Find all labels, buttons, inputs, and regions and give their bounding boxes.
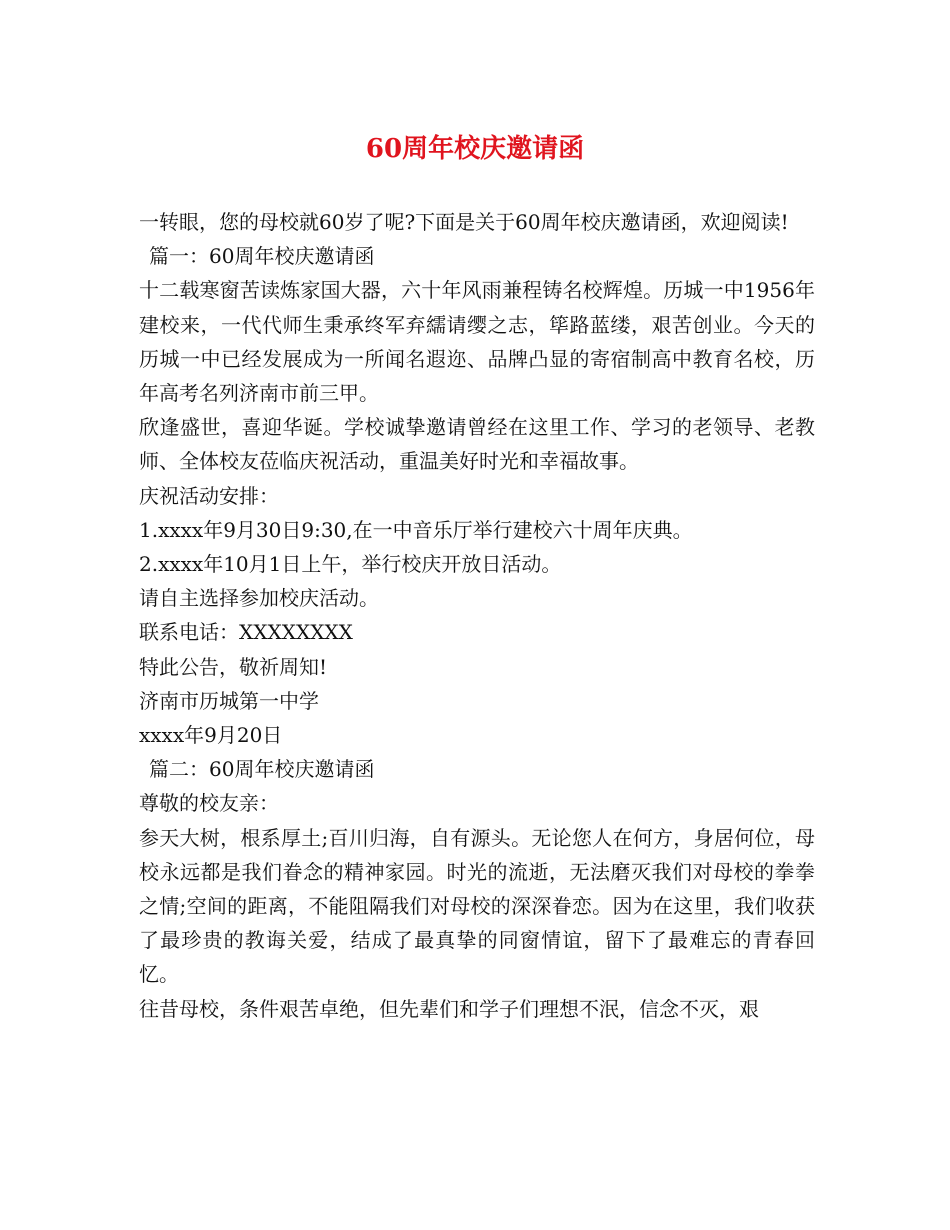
section-heading-1: 篇一：60周年校庆邀请函 xyxy=(149,244,375,269)
salutation: 尊敬的校友亲： xyxy=(139,791,279,816)
paragraph: 往昔母校，条件艰苦卓绝，但先辈们和学子们理想不泯，信念不灭，艰 xyxy=(139,996,759,1021)
paragraph: 特此公告，敬祈周知! xyxy=(139,654,328,679)
document-body xyxy=(139,205,815,1026)
paragraph: 十二载寒窗苦读炼家国大器，六十年风雨兼程铸名校辉煌。历城一中1956年建校来，一代代师生秉承终军弃繻请缨之志，筚路蓝缕，艰苦创业。今天的历城一中已经发展成为一所闻名遐迩、品牌凸显的寄宿制高中教育名校，历年高考名列济南市前三甲。 xyxy=(139,278,815,406)
intro-paragraph: 一转眼，您的母校就60岁了呢?下面是关于60周年校庆邀请函，欢迎阅读! xyxy=(139,210,789,234)
document-title: 60周年校庆邀请函 xyxy=(365,134,585,164)
signature-date: xxxx年9月20日 xyxy=(139,723,283,748)
paragraph: 庆祝活动安排： xyxy=(139,483,279,508)
schedule-item: 1.xxxx年9月30日9:30,在一中音乐厅举行建校六十周年庆典。 xyxy=(139,517,693,542)
contact-phone: 联系电话：XXXXXXXX xyxy=(139,620,353,645)
section-heading-2: 篇二：60周年校庆邀请函 xyxy=(149,757,375,782)
paragraph: 参天大树，根系厚土;百川归海，自有源头。无论您人在何方，身居何位，母校永远都是我们眷念的精神家园。时光的流逝，无法磨灭我们对母校的拳拳之情;空间的距离，不能阻隔我们对母校的深深眷恋。因为在这里，我们收获了最珍贵的教诲关爱，结成了最真挚的同窗情谊，留下了最难忘的青春回忆。 xyxy=(139,825,815,987)
signature-organization: 济南市历城第一中学 xyxy=(139,688,319,713)
schedule-item: 2.xxxx年10月1日上午，举行校庆开放日活动。 xyxy=(139,552,562,577)
paragraph: 欣逢盛世，喜迎华诞。学校诚挚邀请曾经在这里工作、学习的老领导、老教师、全体校友莅临庆祝活动，重温美好时光和幸福故事。 xyxy=(139,415,815,474)
paragraph: 请自主选择参加校庆活动。 xyxy=(139,586,379,611)
